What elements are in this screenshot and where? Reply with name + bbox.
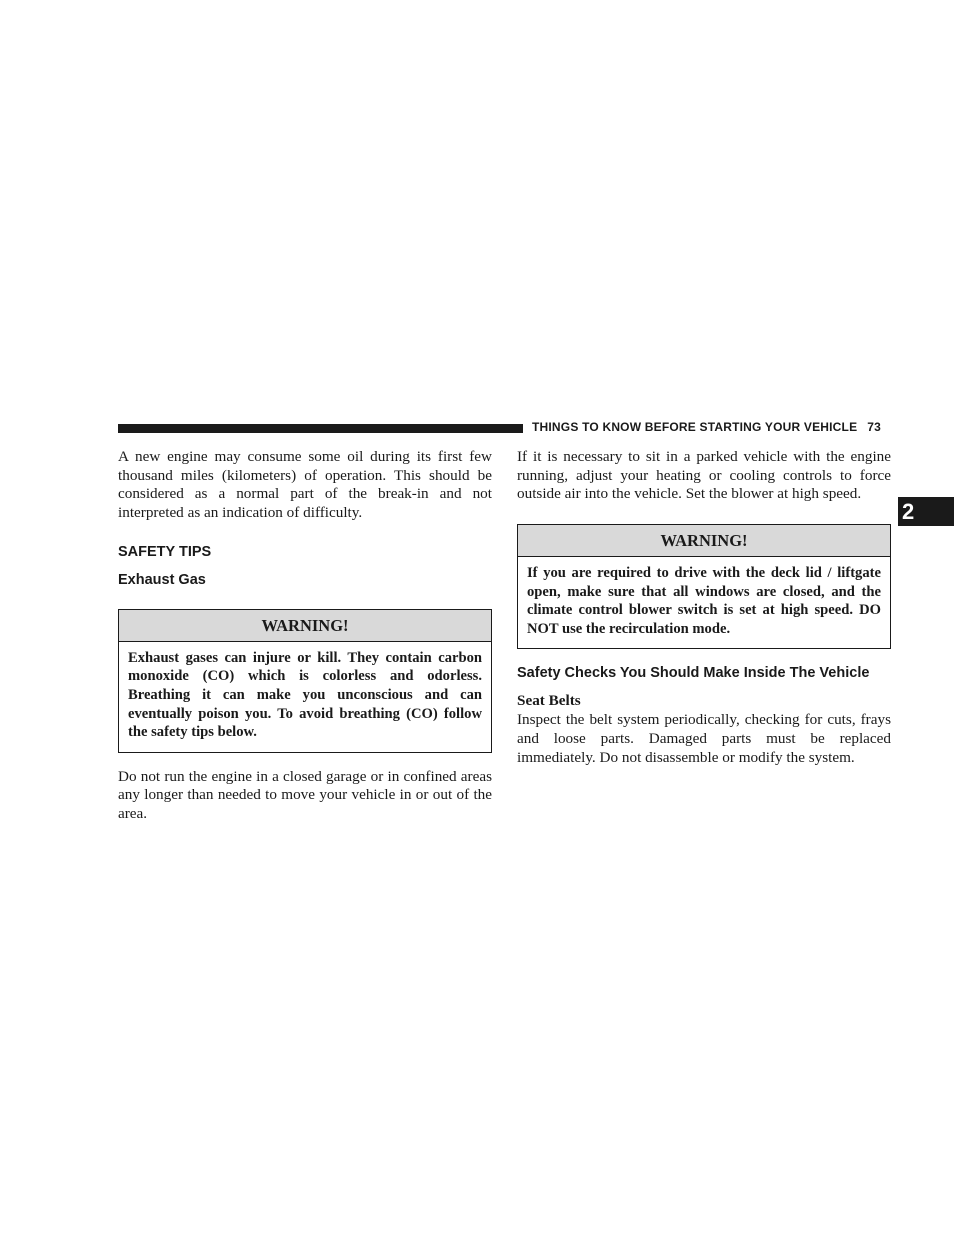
chapter-tab: 2 xyxy=(898,497,954,526)
warning-body: Exhaust gases can injure or kill. They contain carbon monoxide (CO) which is colorless and odorless. Breathing it can make you unconscious and can eventually poison you. To avoid breathing (CO) follow the safety tips below. xyxy=(128,649,482,741)
warning-title: WARNING! xyxy=(119,610,491,642)
exhaust-warning-box xyxy=(118,609,492,753)
warning-title: WARNING! xyxy=(518,525,890,557)
parked-vehicle-paragraph: If it is necessary to sit in a parked vehicle with the engine running, adjust your heating or cooling controls to force outside air into the vehicle. Set the blower at high speed. xyxy=(517,448,891,503)
right-column xyxy=(517,448,891,767)
safety-checks-heading: Safety Checks You Should Make Inside The Vehicle xyxy=(517,665,870,682)
safety-tips-heading: SAFETY TIPS xyxy=(118,543,212,560)
running-header xyxy=(532,420,892,434)
page-number: 73 xyxy=(867,420,882,434)
closed-garage-paragraph: Do not run the engine in a closed garage or in confined areas any longer than needed to move your vehicle in or out of the area. xyxy=(118,767,492,823)
exhaust-gas-heading: Exhaust Gas xyxy=(118,571,206,588)
warning-body: If you are required to drive with the deck lid / liftgate open, make sure that all windows are closed, and the climate control blower switch is set at high speed. DO NOT use the recirculation mode. xyxy=(527,565,881,637)
oil-consumption-paragraph: A new engine may consume some oil during its first few thousand miles (kilometers) of operation. This should be considered as a normal part of the break-in and not interpreted as an indication of difficulty. xyxy=(118,448,492,522)
liftgate-warning-box xyxy=(517,524,891,649)
header-rule xyxy=(118,424,523,433)
seat-belts-heading: Seat Belts xyxy=(517,692,581,710)
seat-belts-paragraph: Inspect the belt system periodically, checking for cuts, frays and loose parts. Damaged parts must be replaced immediately. Do not disassemble or modify the system. xyxy=(517,711,891,766)
header-section-title: THINGS TO KNOW BEFORE STARTING YOUR VEHICLE xyxy=(532,420,858,434)
left-column xyxy=(118,448,492,824)
